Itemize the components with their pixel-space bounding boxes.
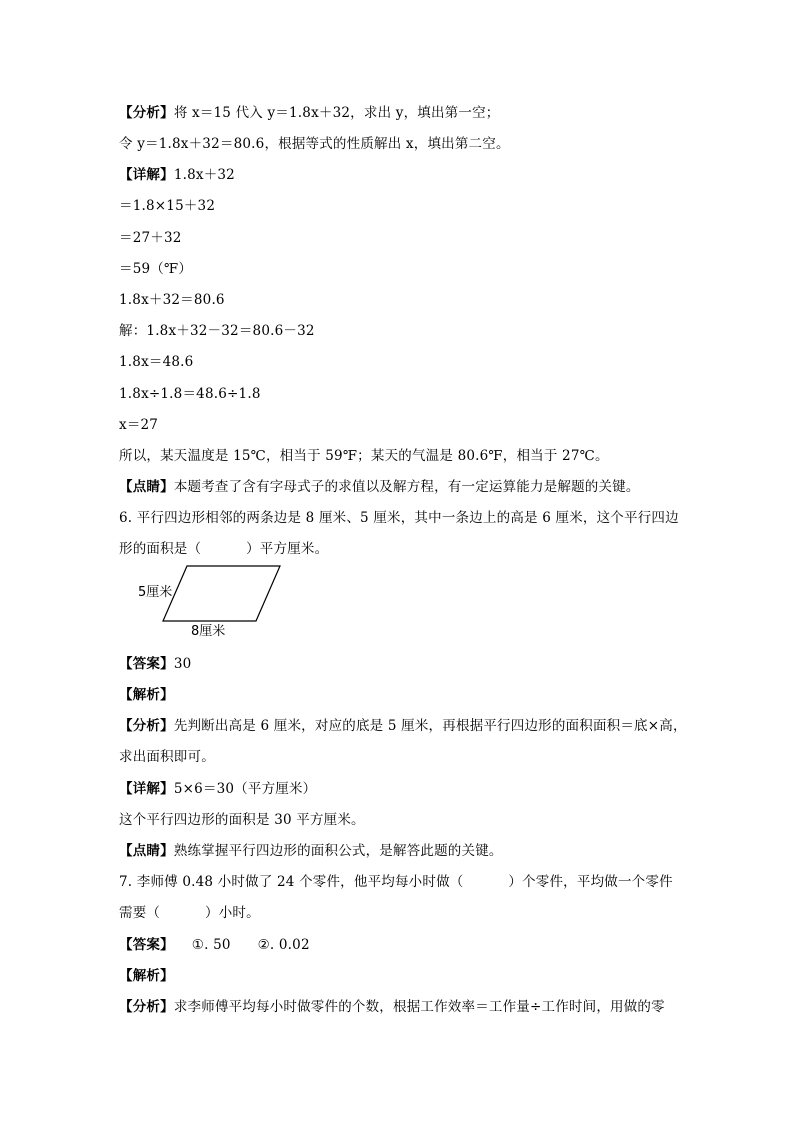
text-line (119, 353, 193, 371)
text-line (119, 260, 192, 278)
section-label: 【详解】 (119, 781, 174, 797)
section-label: 【分析】 (119, 718, 174, 734)
base-length-label: 8厘米 (191, 624, 226, 639)
question-line (119, 509, 679, 527)
question-line (119, 904, 260, 922)
text-line (119, 478, 640, 496)
parallelogram-shape (163, 566, 280, 621)
line-text: ＝1.8×15＋32 (119, 198, 216, 214)
section-label: 【答案】 (119, 937, 174, 953)
section-label: 【解析】 (119, 968, 174, 984)
line-text: 5×6＝30（平方厘米） (173, 781, 317, 797)
text-line (119, 385, 261, 403)
section-label: 【详解】 (119, 167, 174, 183)
line-text: 求李师傅平均每小时做零件的个数，根据工作效率＝工作量÷工作时间，用做的零 (173, 999, 665, 1015)
line-text: 本题考查了含有字母式子的求值以及解方程，有一定运算能力是解题的关键。 (173, 479, 640, 495)
text-line (119, 936, 310, 954)
line-text: 6. 平行四边形相邻的两条边是 8 厘米、5 厘米，其中一条边上的高是 6 厘米，这个平行四边 (119, 510, 679, 526)
question-line (119, 873, 673, 891)
section-label: 【解析】 (119, 687, 174, 703)
text-line (119, 166, 235, 184)
section-label: 【分析】 (119, 999, 174, 1015)
text-line (119, 322, 315, 340)
text-line (119, 686, 174, 704)
line-text: 1.8x＋32＝80.6 (119, 292, 225, 308)
text-line (119, 416, 158, 434)
text-line (119, 291, 225, 309)
text-line (119, 717, 687, 735)
line-text: ＝59（℉） (119, 261, 193, 277)
line-text: 熟练掌握平行四边形的面积公式，是解答此题的关键。 (173, 843, 503, 859)
text-line (119, 967, 174, 985)
text-line (119, 104, 499, 122)
section-label: 【点睛】 (119, 843, 174, 859)
line-text: 1.8x＋32 (173, 167, 235, 183)
line-text: 这个平行四边形的面积是 30 平方厘米。 (119, 812, 365, 828)
line-text: x＝27 (119, 417, 159, 433)
section-label: 【答案】 (119, 656, 174, 672)
line-text: 30 (173, 656, 192, 672)
line-text: 需要（ ）小时。 (119, 905, 260, 921)
line-text: 所以，某天温度是 15℃，相当于 59℉；某天的气温是 80.6℉，相当于 27℃。 (119, 448, 609, 464)
line-text: ①. 50 ②. 0.02 (173, 937, 310, 953)
text-line (119, 780, 316, 798)
line-text: 先判断出高是 6 厘米，对应的底是 5 厘米，再根据平行四边形的面积面积＝底×高， (173, 718, 687, 734)
text-line (119, 998, 665, 1016)
text-line (119, 229, 182, 247)
question-line (119, 540, 328, 558)
line-text: 7. 李师傅 0.48 小时做了 24 个零件，他平均每小时做（ ）个零件，平均做一个零件 (119, 874, 673, 890)
section-label: 【点睛】 (119, 479, 174, 495)
side-length-label: 5厘米 (138, 585, 173, 600)
parallelogram-figure (132, 560, 302, 646)
section-label: 【分析】 (119, 105, 174, 121)
text-line (119, 748, 215, 766)
line-text: ＝27＋32 (119, 230, 182, 246)
text-line (119, 197, 215, 215)
text-line (119, 811, 365, 829)
line-text: 解：1.8x＋32－32＝80.6－32 (119, 323, 315, 339)
line-text: 形的面积是（ ）平方厘米。 (119, 541, 329, 557)
text-line (119, 842, 503, 860)
line-text: 将 x＝15 代入 y＝1.8x＋32，求出 y，填出第一空； (173, 105, 500, 121)
text-line (119, 447, 609, 465)
line-text: 1.8x＝48.6 (119, 354, 194, 370)
text-line (119, 655, 191, 673)
line-text: 令 y＝1.8x＋32＝80.6，根据等式的性质解出 x，填出第二空。 (119, 136, 510, 152)
text-line (119, 135, 510, 153)
line-text: 1.8x÷1.8＝48.6÷1.8 (119, 386, 261, 402)
line-text: 求出面积即可。 (119, 749, 215, 765)
